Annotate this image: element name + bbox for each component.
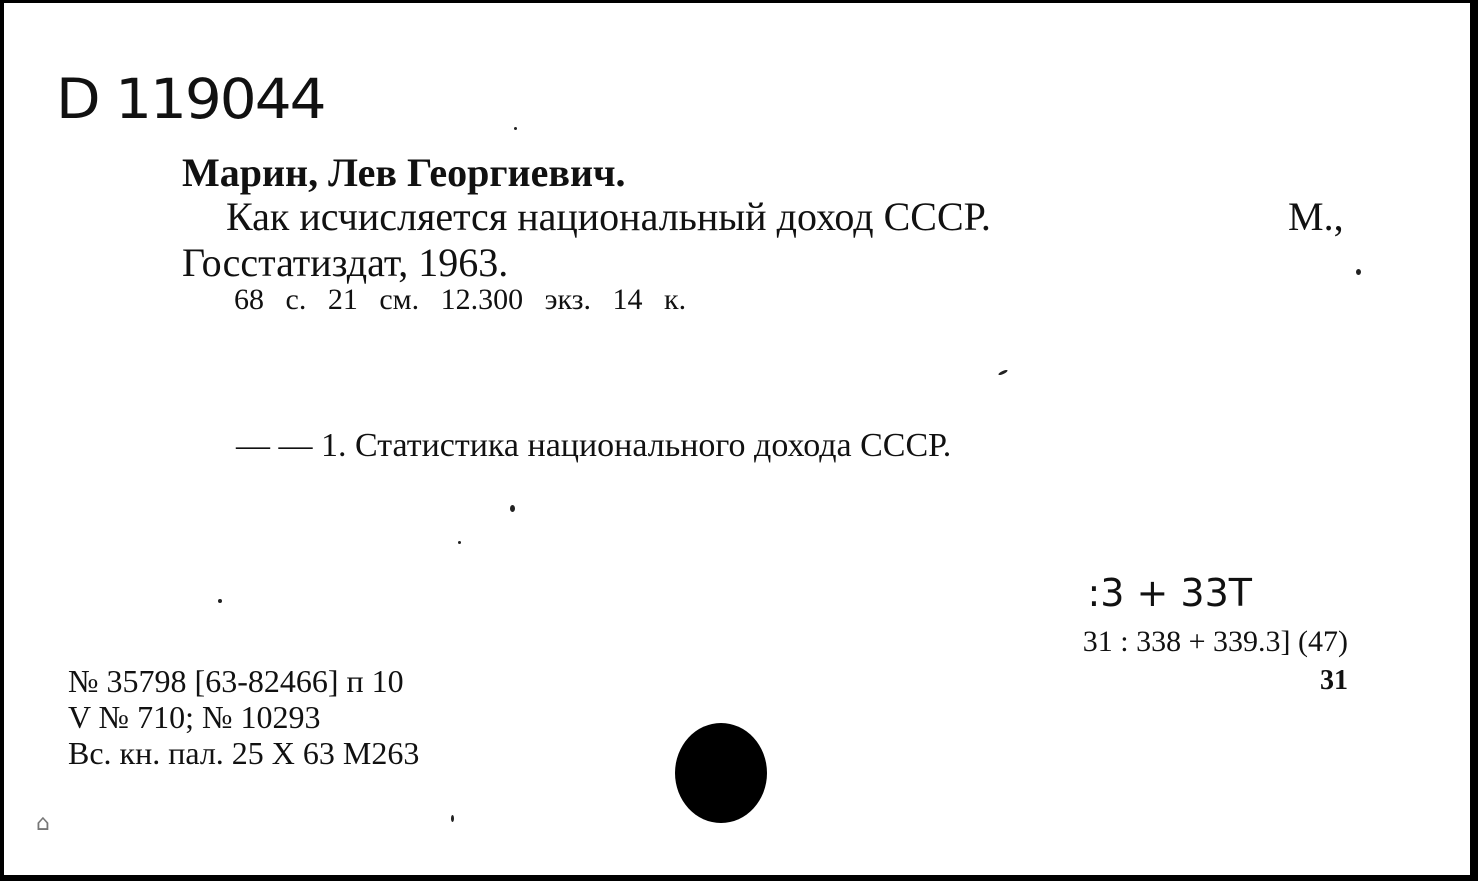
- physical-description: 68 с. 21 см. 12.300 экз. 14 к.: [234, 283, 687, 316]
- speck: [510, 505, 515, 512]
- publisher-year: Госстатиздат, 1963.: [182, 240, 509, 285]
- registration-line: Вс. кн. пал. 25 X 63 М263: [68, 735, 420, 771]
- catalog-card: [4, 3, 1470, 875]
- record-number: № 35798 [63-82466] п 10: [68, 663, 404, 699]
- classification-code: 31 : 338 + 339.3] (47): [1082, 625, 1348, 658]
- book-title: Как исчисляется национальный доход СССР.: [226, 194, 991, 239]
- author-name: Марин, Лев Георгиевич.: [182, 150, 626, 195]
- publication-place: М.,: [1288, 194, 1344, 239]
- handwritten-classification: :3 + 33Т: [1087, 571, 1252, 615]
- speck: [998, 369, 1008, 376]
- speck: [218, 599, 222, 603]
- speck: [1356, 269, 1361, 275]
- speck: [514, 127, 517, 130]
- speck: [458, 541, 461, 544]
- subject-heading: — — 1. Статистика национального дохода СССР.: [236, 427, 952, 464]
- accession-number: D 119044: [56, 66, 325, 132]
- speck: [451, 815, 454, 822]
- classification-suffix: 31: [1320, 665, 1348, 696]
- margin-mark: ⌂: [36, 811, 50, 836]
- punch-hole: [675, 723, 767, 823]
- volume-line: V № 710; № 10293: [68, 699, 321, 735]
